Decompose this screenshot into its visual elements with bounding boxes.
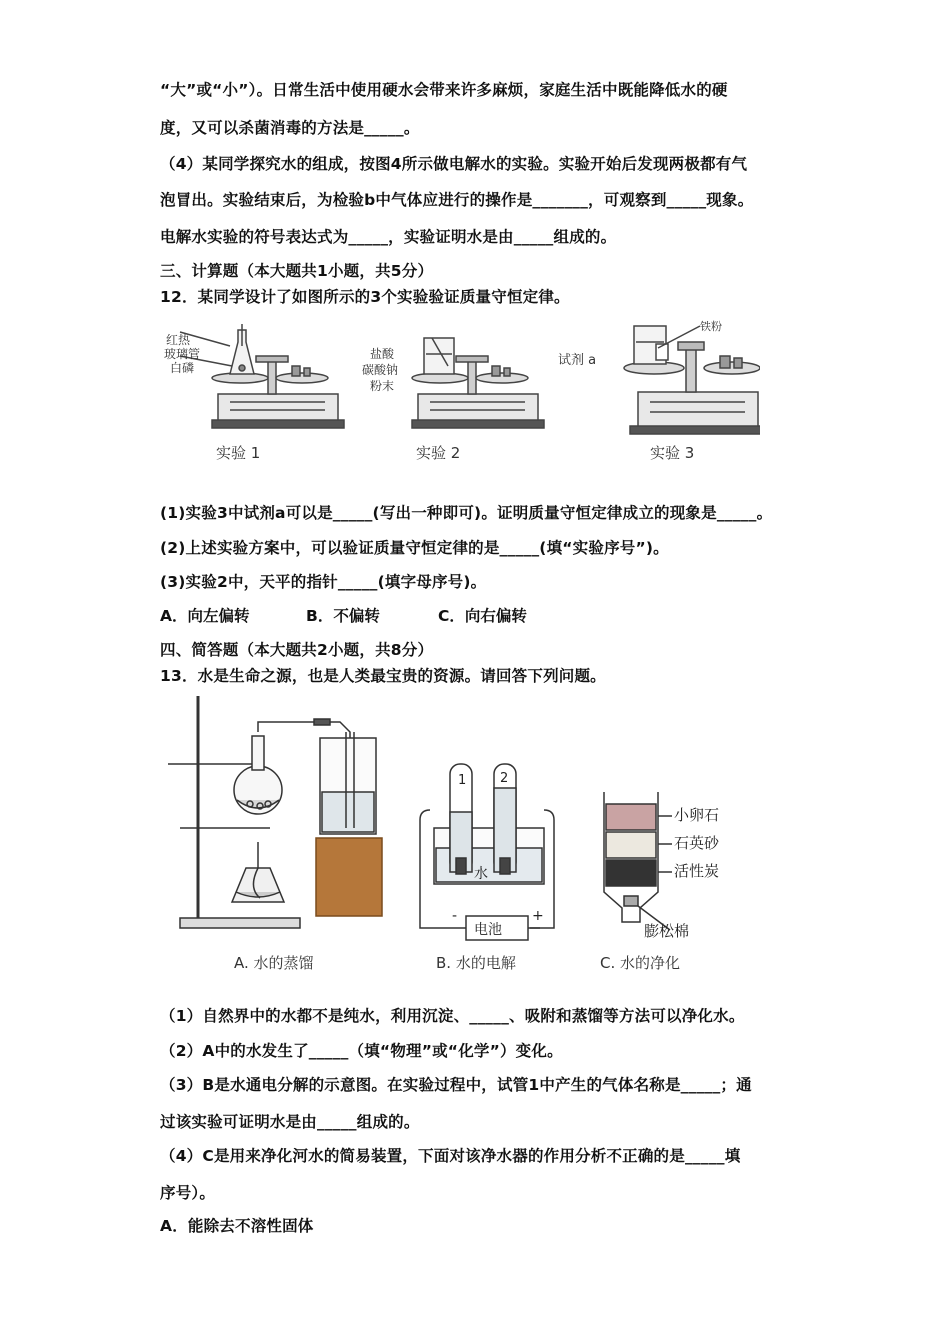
text-line: （4）某同学探究水的组成，按图4所示做电解水的实验。实验开始后发现两极都有气 — [160, 155, 748, 173]
question-12-2: (2)上述实验方案中，可以验证质量守恒定律的是_____(填“实验序号”)。 — [160, 539, 669, 557]
question-13-3b: 过该实验可证明水是由_____组成的。 — [160, 1113, 420, 1131]
exp2-label-c: 粉末 — [370, 379, 395, 393]
caption-c: C. 水的净化 — [600, 954, 681, 972]
section-title: 三、计算题（本大题共1小题，共5分） — [160, 262, 434, 280]
section-title: 四、简答题（本大题共2小题，共8分） — [160, 641, 434, 659]
balance-1 — [180, 324, 344, 428]
distillation-apparatus — [168, 696, 382, 928]
balance-3 — [624, 326, 760, 434]
text-line: 电解水实验的符号表达式为_____，实验证明水是由_____组成的。 — [160, 228, 617, 246]
exp1-caption: 实验 1 — [216, 444, 261, 462]
water-experiments-figure — [160, 692, 750, 982]
balance-2 — [412, 338, 544, 428]
option-b: B．不偏转 — [306, 607, 380, 625]
question-13-1: （1）自然界中的水都不是纯水，利用沉淀、_____、吸附和蒸馏等方法可以净化水。 — [160, 1007, 745, 1025]
text-line: “大”或“小”）。日常生活中使用硬水会带来许多麻烦，家庭生活中既能降低水的硬 — [160, 81, 728, 99]
exp1-label-a: 红热 — [166, 333, 191, 347]
exp2-caption: 实验 2 — [416, 444, 461, 462]
question-13-2: （2）A中的水发生了_____（填“物理”或“化学”）变化。 — [160, 1042, 563, 1060]
exp1-label-b: 玻璃管 — [164, 347, 201, 361]
question-12-1: (1)实验3中试剂a可以是_____(写出一种即可)。证明质量守恒定律成立的现象是_____。 — [160, 504, 773, 522]
exp2-label-a: 盐酸 — [370, 347, 395, 361]
layer1-label: 小卵石 — [674, 806, 720, 824]
question-13: 13．水是生命之源，也是人类最宝贵的资源。请回答下列问题。 — [160, 667, 606, 685]
question-13-4b: 序号）。 — [160, 1184, 216, 1202]
caption-b: B. 水的电解 — [436, 954, 516, 972]
tube-2-label: 2 — [500, 771, 509, 786]
exp1-label-c: 白磷 — [170, 361, 195, 375]
exp2-label-b: 碳酸钠 — [362, 363, 399, 377]
purification-apparatus — [604, 792, 672, 930]
tube-1-label: 1 — [458, 773, 467, 788]
layer3-label: 活性炭 — [674, 862, 720, 880]
question-12-3: (3)实验2中，天平的指针_____(填字母序号)。 — [160, 573, 487, 591]
option-c: C．向右偏转 — [438, 607, 527, 625]
minus-label: - — [452, 908, 458, 924]
water-label: 水 — [474, 866, 488, 882]
option-a: A．向左偏转 — [160, 607, 250, 625]
battery-label: 电池 — [474, 922, 502, 938]
caption-a: A. 水的蒸馏 — [234, 954, 314, 972]
question-13-option-a: A．能除去不溶性固体 — [160, 1217, 314, 1235]
exp3-caption: 实验 3 — [650, 444, 695, 462]
question-13-4a: （4）C是用来净化河水的简易装置，下面对该净水器的作用分析不正确的是_____填 — [160, 1147, 741, 1165]
plus-label: + — [532, 908, 544, 924]
layer2-label: 石英砂 — [674, 834, 720, 852]
question-12: 12．某同学设计了如图所示的3个实验验证质量守恒定律。 — [160, 288, 570, 306]
question-13-3a: （3）B是水通电分解的示意图。在实验过程中，试管1中产生的气体名称是_____；通 — [160, 1076, 752, 1094]
text-line: 度，又可以杀菌消毒的方法是_____。 — [160, 119, 420, 137]
layer4-label: 膨松棉 — [644, 922, 690, 940]
balance-experiments-figure — [160, 316, 760, 476]
exp3-label-a: 试剂 a — [558, 353, 597, 368]
text-line: 泡冒出。实验结束后，为检验b中气体应进行的操作是_______，可观察到_____现象。 — [160, 191, 754, 209]
exp3-label-b: 铁粉 — [700, 320, 722, 333]
